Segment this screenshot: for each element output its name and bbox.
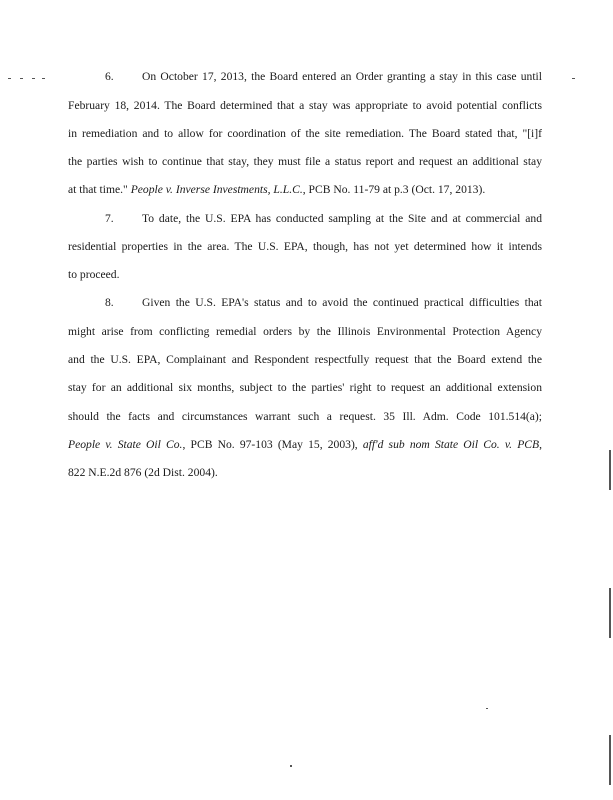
paragraph-6-line-2: February 18, 2014. The Board determined that a stay was appropriate to avoid potential conflicts bbox=[68, 99, 542, 112]
scan-edge-mark bbox=[609, 588, 611, 638]
paragraph-number: 6. bbox=[105, 70, 114, 83]
paragraph-8-line-6: People v. State Oil Co., PCB No. 97-103 (May 15, 2003), aff'd sub nom State Oil Co. v. PCB, bbox=[68, 438, 543, 451]
paragraph-6-line-5: at that time." People v. Inverse Investments, L.L.C., PCB No. 11-79 at p.3 (Oct. 17, 2013). bbox=[68, 183, 486, 196]
paragraph-8-line-5: should the facts and circumstances warrant such a request. 35 Ill. Adm. Code 101.514(a); bbox=[68, 410, 542, 423]
paragraph-8-line-4: stay for an additional six months, subject to the parties' right to request an additional extension bbox=[68, 381, 542, 394]
margin-speck bbox=[572, 78, 575, 79]
paragraph-6-line-1: 6. On October 17, 2013, the Board entered an Order granting a stay in this case until bbox=[105, 70, 542, 83]
paragraph-7-line-3: to proceed. bbox=[68, 268, 120, 281]
scan-edge-mark bbox=[609, 450, 611, 490]
margin-speck bbox=[8, 78, 11, 79]
margin-speck bbox=[42, 78, 45, 79]
paragraph-6-line-4: the parties wish to continue that stay, they must file a status report and request an additional stay bbox=[68, 155, 542, 168]
paragraph-8-line-7: 822 N.E.2d 876 (2d Dist. 2004). bbox=[68, 466, 218, 479]
margin-speck bbox=[32, 78, 35, 79]
paragraph-number: 8. bbox=[105, 296, 114, 309]
paragraph-7-line-1: 7. To date, the U.S. EPA has conducted sampling at the Site and at commercial and bbox=[105, 212, 542, 225]
scan-edge-mark bbox=[609, 735, 611, 785]
margin-speck bbox=[20, 78, 23, 79]
paragraph-6-line-3: in remediation and to allow for coordination of the site remediation. The Board stated that, "[i]f bbox=[68, 127, 542, 140]
paragraph-8-line-1: 8. Given the U.S. EPA's status and to avoid the continued practical difficulties that bbox=[105, 296, 542, 309]
paragraph-number: 7. bbox=[105, 212, 114, 225]
paragraph-7-line-2: residential properties in the area. The U.S. EPA, though, has not yet determined how it intends bbox=[68, 240, 542, 253]
case-citation: People v. State Oil Co. bbox=[68, 438, 183, 451]
paragraph-8-line-3: and the U.S. EPA, Complainant and Respondent respectfully request that the Board extend the bbox=[68, 353, 542, 366]
paragraph-8-line-2: might arise from conflicting remedial orders by the Illinois Environmental Protection Agency bbox=[68, 325, 542, 338]
scan-speck bbox=[290, 765, 292, 767]
case-citation: People v. Inverse Investments, L.L.C. bbox=[130, 183, 303, 196]
case-citation: aff'd sub nom State Oil Co. v. PCB bbox=[362, 438, 540, 451]
scan-speck bbox=[486, 708, 488, 709]
